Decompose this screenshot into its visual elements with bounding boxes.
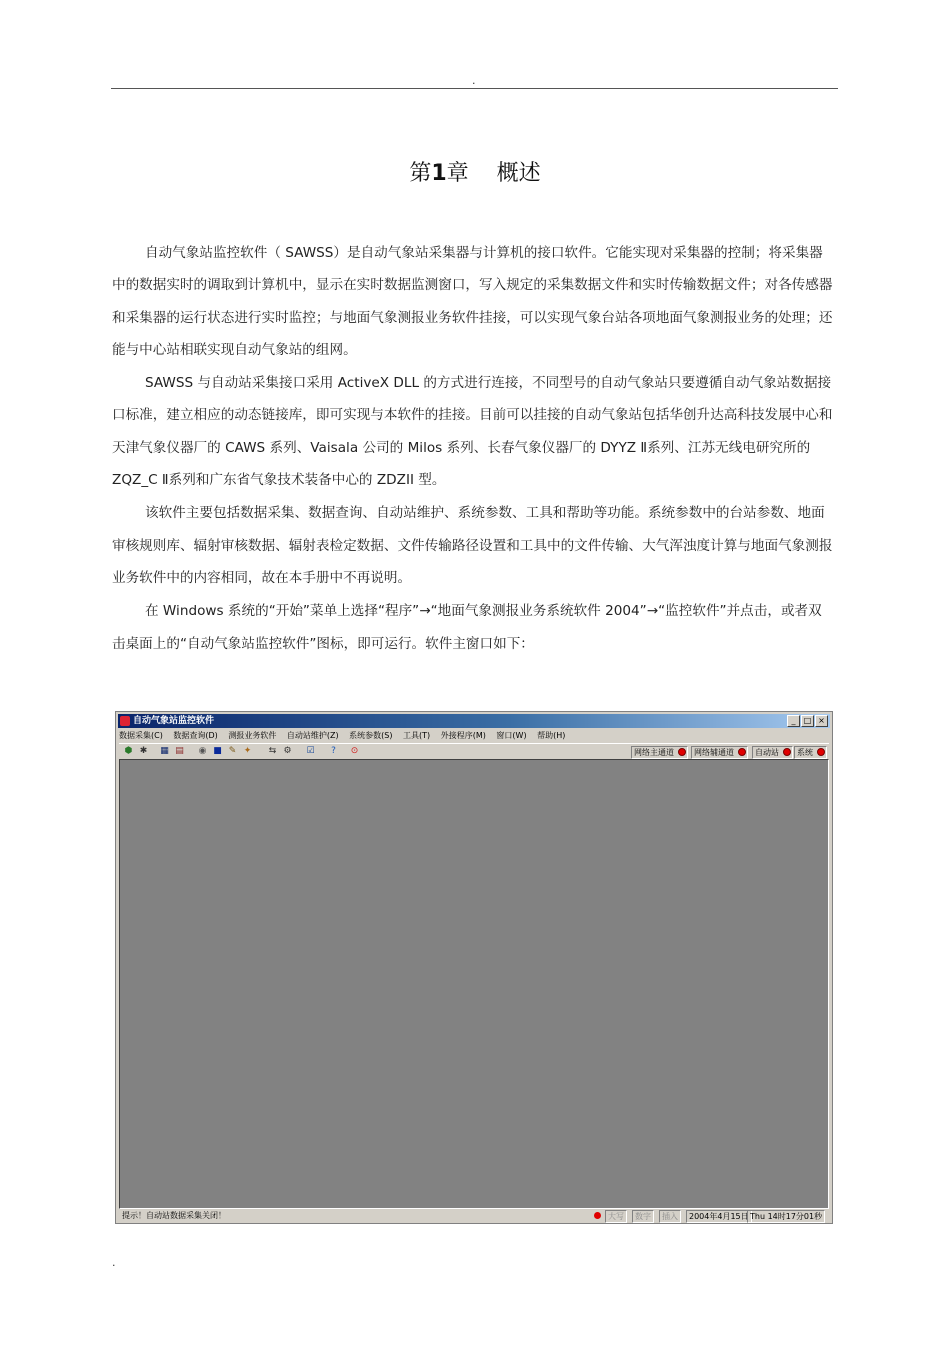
header-rule (111, 88, 838, 89)
channel-net-aux-label: 网络辅通道 (694, 748, 734, 757)
menu-station-maintenance[interactable]: 自动站维护(Z) (286, 731, 339, 740)
mdi-workspace (119, 759, 829, 1209)
maximize-button[interactable]: □ (801, 715, 814, 727)
body-text (112, 237, 834, 660)
menu-data-query[interactable]: 数据查询(D) (173, 731, 218, 740)
chart-icon[interactable]: ✦ (243, 746, 252, 756)
status-time: Thu 14时17分01秒 (747, 1210, 825, 1223)
channel-system (794, 746, 827, 759)
status-bar (119, 1210, 829, 1222)
chapter-prefix: 第 (409, 161, 432, 186)
chapter-title: 概述 (496, 161, 541, 186)
channel-station (752, 746, 793, 759)
red-status-led-icon (594, 1212, 601, 1219)
channel-net-main-label: 网络主通道 (634, 748, 674, 757)
paragraph-1: 自动气象站监控软件（ SAWSS）是自动气象站采集器与计算机的接口软件。它能实现对采集器的控制；将采集器中的数据实时的调取到计算机中，显示在实时数据监测窗口，写入规定的采集数据文件和实时传输数据文件；对各传感器和采集器的运行状态进行实时监控；与地面气象测报业务软件挂接，可以实现气象台站各项地面气象测报业务的处理；还能与中心站相联实现自动气象站的组网。 (112, 245, 833, 358)
red-status-led-icon (783, 748, 791, 756)
chapter-suffix: 章 (446, 161, 469, 186)
footer-dot: . (112, 1256, 116, 1269)
status-hint: 提示！自动站数据采集关闭！ (122, 1211, 226, 1220)
transfer-icon[interactable]: ⇆ (268, 746, 277, 756)
app-icon (120, 716, 130, 726)
settings-icon[interactable]: ⚙ (283, 746, 292, 756)
monitor-icon[interactable]: ■ (213, 746, 222, 756)
collect-icon[interactable]: ✱ (139, 746, 148, 756)
header-dot: . (472, 74, 476, 87)
chapter-number: 1 (431, 161, 447, 186)
calc-icon[interactable]: ▦ (160, 746, 169, 756)
status-caps: 大写 (605, 1210, 627, 1223)
window-titlebar (118, 714, 830, 728)
minimize-button[interactable]: _ (787, 715, 800, 727)
status-num: 数字 (632, 1210, 654, 1223)
paragraph-4: 在 Windows 系统的“开始”菜单上选择“程序”→“地面气象测报业务系统软件 2004”→“监控软件”并点击，或者双击桌面上的“自动气象站监控软件”图标，即可运行。软件主窗口如下： (112, 603, 822, 652)
tools-icon[interactable]: ✎ (228, 746, 237, 756)
menu-system-params[interactable]: 系统参数(S) (349, 731, 393, 740)
red-status-led-icon (678, 748, 686, 756)
paragraph-2: SAWSS 与自动站采集接口采用 ActiveX DLL 的方式进行连接，不同型号的自动气象站只要遵循自动气象站数据接口标准，建立相应的动态链接库，即可实现与本软件的挂接。目前可以挂接的自动气象站包括华创升达高科技发展中心和天津气象仪器厂的 CAWS 系列、Vaisala 公司的 Milos 系列、长春气象仪器厂的 DYYZ Ⅱ系列、江苏无线电研究所的 ZQZ_C Ⅱ系列和广东省气象技术装备中心的 ZDZII 型。 (112, 375, 833, 489)
toolbar (119, 743, 829, 760)
app-window-screenshot (115, 711, 833, 1224)
table-icon[interactable]: ▤ (175, 746, 184, 756)
status-date: 2004年4月15日 (686, 1210, 752, 1223)
chapter-heading (0, 156, 950, 187)
menu-data-collect[interactable]: 数据采集(C) (119, 731, 163, 740)
window-title: 自动气象站监控软件 (133, 716, 215, 726)
help-icon[interactable]: ? (331, 746, 336, 756)
menu-observation-software[interactable]: 测报业务软件 (228, 731, 277, 740)
menu-bar (119, 729, 829, 742)
status-ins: 插入 (659, 1210, 681, 1223)
channel-station-label: 自动站 (755, 748, 779, 757)
channel-net-aux (691, 746, 748, 759)
edit-icon[interactable]: ☑ (306, 746, 315, 756)
close-button[interactable]: × (815, 715, 828, 727)
menu-external-programs[interactable]: 外接程序(M) (440, 731, 486, 740)
red-status-led-icon (817, 748, 825, 756)
clock-icon[interactable]: ◉ (198, 746, 207, 756)
paragraph-3: 该软件主要包括数据采集、数据查询、自动站维护、系统参数、工具和帮助等功能。系统参数中的台站参数、地面审核规则库、辐射审核数据、辐射表检定数据、文件传输路径设置和工具中的文件传输、大气浑浊度计算与地面气象测报业务软件中的内容相同，故在本手册中不再说明。 (112, 505, 833, 586)
channel-net-main (631, 746, 688, 759)
connect-icon[interactable]: ⬢ (124, 746, 133, 756)
red-status-led-icon (738, 748, 746, 756)
exit-icon[interactable]: ⊙ (350, 746, 359, 756)
menu-help[interactable]: 帮助(H) (537, 731, 566, 740)
menu-window[interactable]: 窗口(W) (496, 731, 527, 740)
channel-system-label: 系统 (797, 748, 813, 757)
menu-tools[interactable]: 工具(T) (403, 731, 431, 740)
